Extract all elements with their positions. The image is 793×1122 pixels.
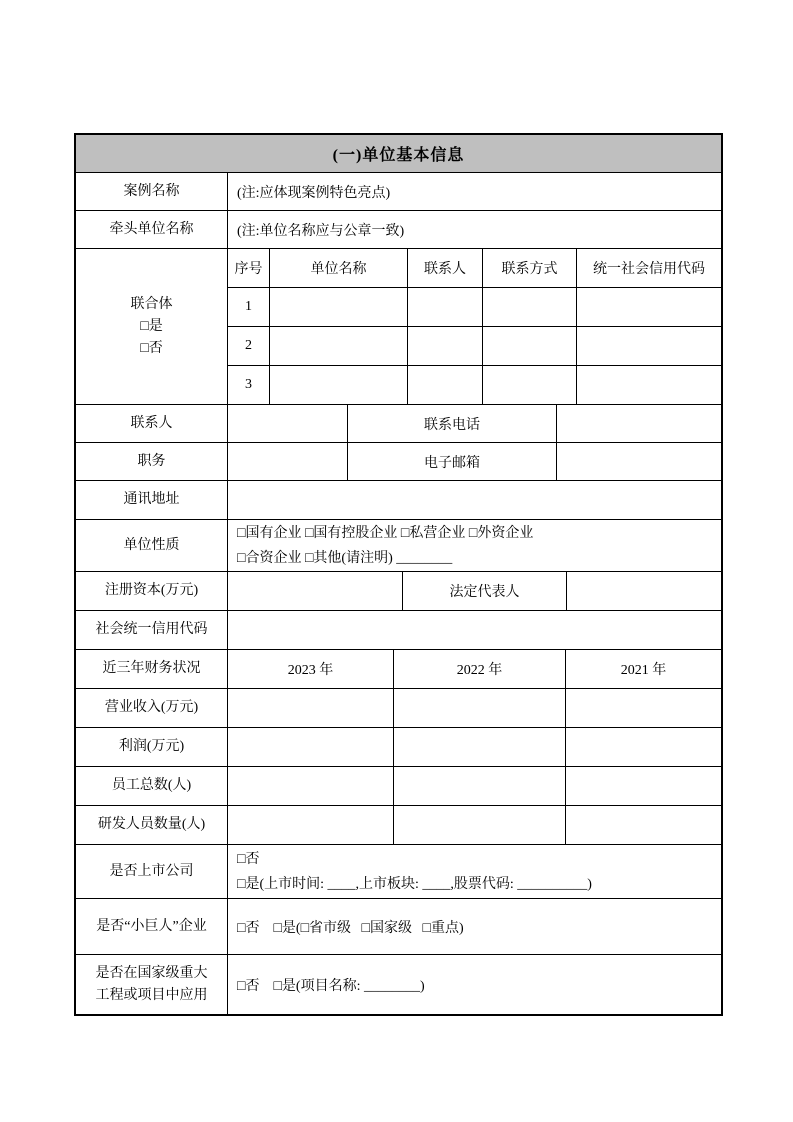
rd-staff-cell-2021 xyxy=(566,806,721,844)
position-label: 职务 xyxy=(76,443,228,480)
joint-data-row xyxy=(228,327,721,366)
contact-phone-label: 联系电话 xyxy=(348,405,557,442)
listed-options-cell xyxy=(228,845,721,898)
employees-cell-2023 xyxy=(228,767,394,805)
revenue-cell-2021 xyxy=(566,689,721,727)
row-credit-code xyxy=(76,611,721,650)
joint-contact-cell xyxy=(408,327,483,365)
finance-year-2022: 2022 年 xyxy=(394,650,566,688)
listed-option-yes: □是(上市时间: ____,上市板块: ____,股票代码: __________) xyxy=(237,876,592,892)
profit-cell-2023 xyxy=(228,728,394,766)
joint-method-cell xyxy=(483,327,577,365)
email-label: 电子邮箱 xyxy=(348,443,557,480)
rd-staff-cell-2023 xyxy=(228,806,394,844)
joint-label: 联合体 xyxy=(130,296,173,312)
joint-header-row xyxy=(228,249,721,288)
profit-cell-2022 xyxy=(394,728,566,766)
contact-value-cell xyxy=(228,405,348,442)
joint-method-cell xyxy=(483,288,577,326)
row-case-name xyxy=(76,173,721,211)
row-joint xyxy=(76,249,721,405)
case-name-field: (注:应体现案例特色亮点) xyxy=(237,185,391,201)
section-title: (一)单位基本信息 xyxy=(332,147,465,164)
employees-cell-2021 xyxy=(566,767,721,805)
unit-info-form-table xyxy=(74,133,723,1016)
capital-label: 注册资本(万元) xyxy=(76,572,228,610)
nature-options-line1: □国有企业 □国有控股企业 □私营企业 □外资企业 xyxy=(237,525,534,541)
row-national-project xyxy=(76,955,721,1014)
joint-col-method: 联系方式 xyxy=(483,249,577,287)
finance-year-2023: 2023 年 xyxy=(228,650,394,688)
row-listed xyxy=(76,845,721,899)
joint-unit-name-cell xyxy=(270,366,408,404)
listed-option-no: □否 xyxy=(237,851,260,867)
capital-value-cell xyxy=(228,572,403,610)
row-employees xyxy=(76,767,721,806)
row-lead-unit xyxy=(76,211,721,249)
joint-contact-cell xyxy=(408,366,483,404)
legal-rep-cell xyxy=(567,572,721,610)
national-project-label xyxy=(76,955,228,1014)
row-position xyxy=(76,443,721,481)
listed-label: 是否上市公司 xyxy=(76,845,228,898)
joint-credit-code-cell xyxy=(577,327,721,365)
joint-seq-cell: 2 xyxy=(228,327,270,365)
address-cell xyxy=(228,481,721,519)
row-profit xyxy=(76,728,721,767)
row-capital xyxy=(76,572,721,611)
address-label: 通讯地址 xyxy=(76,481,228,519)
national-project-label-line2: 工程或项目中应用 xyxy=(95,987,208,1003)
legal-rep-label: 法定代表人 xyxy=(403,572,567,610)
joint-contact-cell xyxy=(408,288,483,326)
credit-code-label: 社会统一信用代码 xyxy=(76,611,228,649)
joint-credit-code-cell xyxy=(577,288,721,326)
nature-options-line2: □合资企业 □其他(请注明) ________ xyxy=(237,550,453,566)
row-contact xyxy=(76,405,721,443)
national-project-label-line1: 是否在国家级重大 xyxy=(95,965,208,981)
joint-label-cell xyxy=(76,249,228,404)
email-cell xyxy=(557,443,721,480)
contact-phone-cell xyxy=(557,405,721,442)
row-nature xyxy=(76,520,721,572)
revenue-cell-2022 xyxy=(394,689,566,727)
joint-seq-cell: 1 xyxy=(228,288,270,326)
row-revenue xyxy=(76,689,721,728)
row-rd-staff xyxy=(76,806,721,845)
giant-label: 是否“小巨人”企业 xyxy=(76,899,228,954)
joint-seq-cell: 3 xyxy=(228,366,270,404)
row-finance-header xyxy=(76,650,721,689)
joint-col-contact: 联系人 xyxy=(408,249,483,287)
joint-option-yes: □是 xyxy=(140,318,163,334)
joint-credit-code-cell xyxy=(577,366,721,404)
case-name-label: 案例名称 xyxy=(76,173,228,210)
joint-col-credit-code: 统一社会信用代码 xyxy=(593,262,705,277)
nature-label: 单位性质 xyxy=(76,520,228,571)
lead-unit-label: 牵头单位名称 xyxy=(76,211,228,248)
finance-header-label: 近三年财务状况 xyxy=(76,650,228,688)
joint-unit-name-cell xyxy=(270,327,408,365)
joint-inner-table xyxy=(228,249,721,404)
finance-year-2021: 2021 年 xyxy=(620,663,667,678)
revenue-cell-2023 xyxy=(228,689,394,727)
lead-unit-field: (注:单位名称应与公章一致) xyxy=(237,223,405,239)
joint-option-no: □否 xyxy=(140,340,163,356)
rd-staff-label: 研发人员数量(人) xyxy=(76,806,228,844)
credit-code-cell xyxy=(228,611,721,649)
joint-unit-name-cell xyxy=(270,288,408,326)
joint-col-unit-name: 单位名称 xyxy=(270,249,408,287)
revenue-label: 营业收入(万元) xyxy=(76,689,228,727)
profit-cell-2021 xyxy=(566,728,721,766)
rd-staff-cell-2022 xyxy=(394,806,566,844)
joint-col-seq: 序号 xyxy=(228,249,270,287)
joint-method-cell xyxy=(483,366,577,404)
profit-label: 利润(万元) xyxy=(76,728,228,766)
position-value-cell xyxy=(228,443,348,480)
row-address xyxy=(76,481,721,520)
row-giant xyxy=(76,899,721,955)
section-header-row xyxy=(76,135,721,173)
giant-options-cell: □否 □是(□省市级 □国家级 □重点) xyxy=(237,920,464,936)
nature-options-cell xyxy=(228,520,721,571)
employees-label: 员工总数(人) xyxy=(76,767,228,805)
contact-label: 联系人 xyxy=(76,405,228,442)
employees-cell-2022 xyxy=(394,767,566,805)
joint-data-row xyxy=(228,366,721,404)
national-project-options-cell: □否 □是(项目名称: ________) xyxy=(237,978,425,994)
joint-data-row xyxy=(228,288,721,327)
